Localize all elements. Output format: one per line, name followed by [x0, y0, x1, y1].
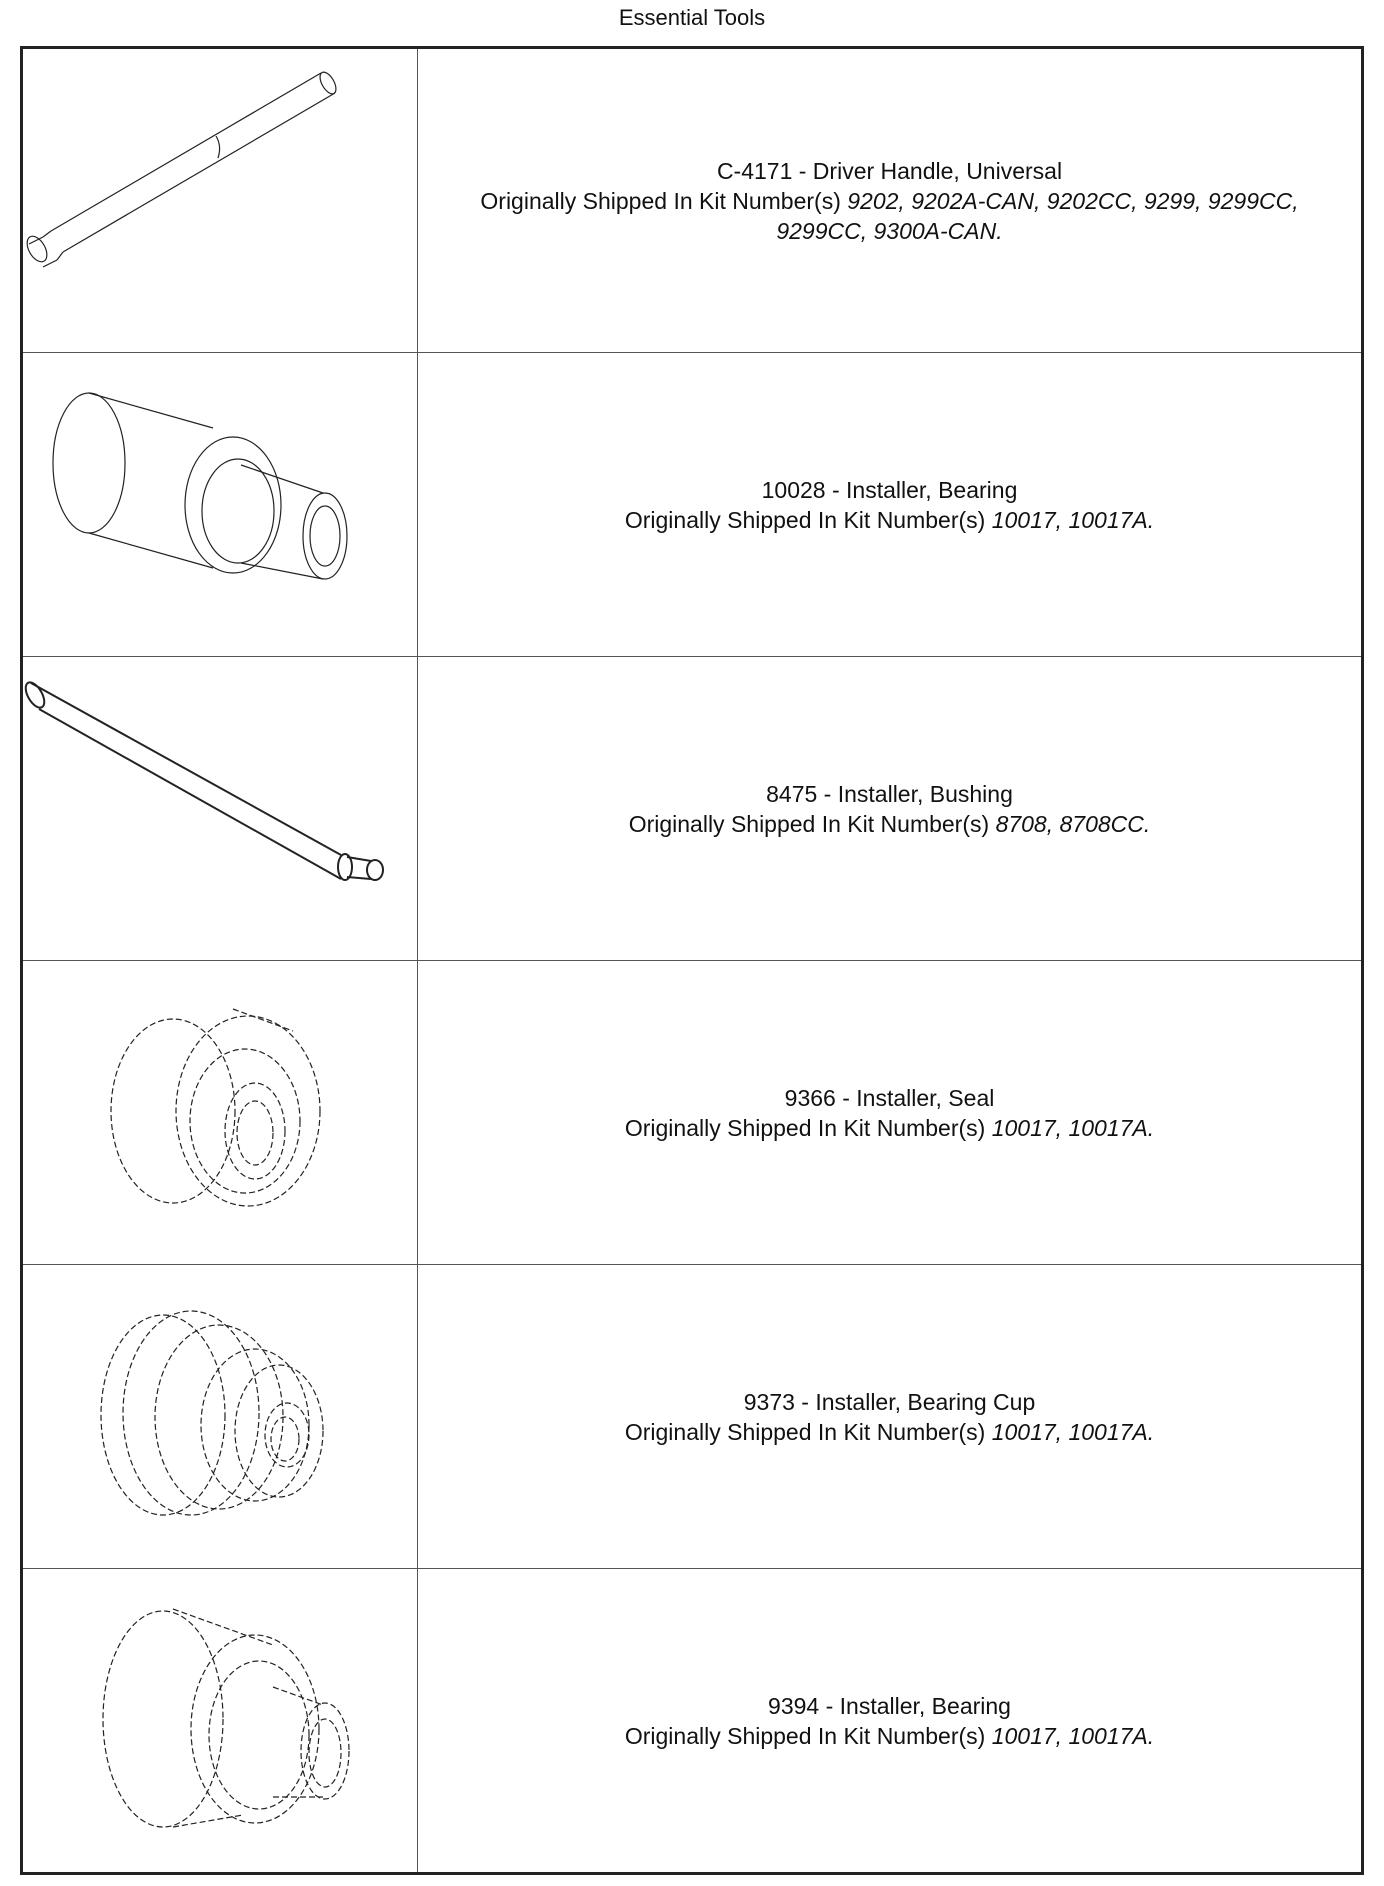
tool-image-cell [22, 1569, 418, 1874]
kit-numbers: 10017, 10017A. [991, 506, 1155, 533]
seal-installer-icon [23, 961, 417, 1264]
kit-numbers: 9202, 9202A-CAN, 9202CC, 9299, 9299CC, [847, 187, 1299, 214]
bearing-installer-icon [23, 1569, 417, 1872]
kit-prefix: Originally Shipped In Kit Number(s) [624, 1418, 992, 1445]
table-row [22, 657, 1363, 961]
tool-description [418, 1265, 1363, 1569]
tool-name: 9366 - Installer, Seal [784, 1084, 995, 1111]
table-row [22, 961, 1363, 1265]
tool-name: 10028 - Installer, Bearing [761, 476, 1018, 503]
kit-numbers: 10017, 10017A. [991, 1722, 1155, 1749]
table-row [22, 353, 1363, 657]
tool-name: C-4171 - Driver Handle, Universal [716, 157, 1063, 184]
table-row [22, 48, 1363, 353]
tool-description [418, 48, 1363, 353]
kit-line [418, 1417, 1361, 1447]
tool-image-cell [22, 657, 418, 961]
tool-name: 9394 - Installer, Bearing [768, 1692, 1011, 1719]
kit-prefix: Originally Shipped In Kit Number(s) [480, 187, 848, 214]
tool-description [418, 1569, 1363, 1874]
kit-numbers: 10017, 10017A. [991, 1418, 1155, 1445]
table-row [22, 1569, 1363, 1874]
tool-image-cell [22, 353, 418, 657]
kit-prefix: Originally Shipped In Kit Number(s) [624, 1722, 992, 1749]
bushing-installer-icon [23, 657, 417, 960]
tool-name: 8475 - Installer, Bushing [766, 780, 1013, 807]
kit-prefix: Originally Shipped In Kit Number(s) [624, 506, 992, 533]
bearing-installer-icon [23, 353, 417, 656]
kit-line [418, 1113, 1361, 1143]
tool-description [418, 657, 1363, 961]
driver-handle-icon [23, 49, 417, 352]
tool-description [418, 961, 1363, 1265]
kit-line [418, 505, 1361, 535]
bearing-cup-installer-icon [23, 1265, 417, 1568]
kit-prefix: Originally Shipped In Kit Number(s) [624, 1114, 992, 1141]
kit-numbers: 8708, 8708CC. [995, 810, 1151, 837]
page-title: Essential Tools [618, 5, 766, 30]
kit-prefix: Originally Shipped In Kit Number(s) [628, 810, 996, 837]
kit-numbers: 10017, 10017A. [991, 1114, 1155, 1141]
table-row [22, 1265, 1363, 1569]
kit-numbers-continued: 9299CC, 9300A-CAN. [776, 217, 1003, 244]
tool-image-cell [22, 961, 418, 1265]
tool-image-cell [22, 1265, 418, 1569]
tool-image-cell [22, 48, 418, 353]
kit-line [418, 186, 1361, 216]
kit-line [418, 1721, 1361, 1751]
kit-line [418, 809, 1361, 839]
tool-name: 9373 - Installer, Bearing Cup [743, 1388, 1036, 1415]
tools-table [20, 46, 1364, 1875]
tool-description [418, 353, 1363, 657]
